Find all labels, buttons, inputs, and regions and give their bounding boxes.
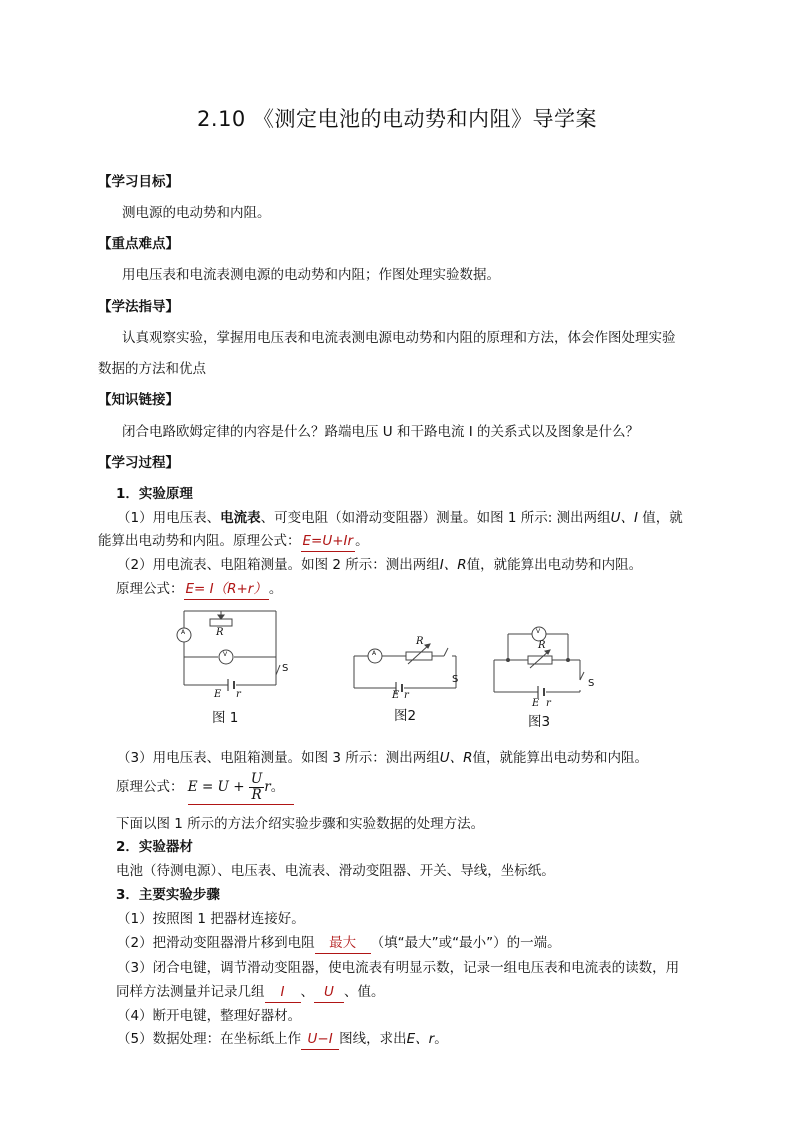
figure-2-caption: 图2 (394, 708, 417, 724)
principle-heading: 1．实验原理 (116, 486, 193, 502)
section-heading-method: 【学法指导】 (98, 299, 179, 315)
principle-p2-line2: 原理公式： E= I（R+r） 。 (116, 579, 282, 600)
method-text-line1: 认真观察实验，掌握用电压表和电流表测电源电动势和内阻的原理和方法，体会作图处理实验 (122, 330, 676, 346)
step-2: （2）把滑动变阻器滑片移到电阻 最大 （填“最大”或“最小”）的一端。 (117, 933, 561, 954)
principle-p1-line1: （1）用电压表、电流表、可变电阻（如滑动变阻器）测量。如图 1 所示: 测出两组U、I 值，就 (117, 510, 683, 526)
fig2-internal-label: r (404, 690, 409, 701)
figure-3-caption: 图3 (528, 714, 551, 730)
step-3-answer-2: U (314, 982, 344, 1003)
fig3-voltmeter-symbol: V (536, 628, 541, 635)
fig2-switch-label: S (452, 674, 459, 685)
principle-p3-line2: 原理公式： E = U + $\frac{U}{R}$ r。 (116, 770, 294, 805)
step-5-answer: U−I (301, 1029, 339, 1050)
fig2-resistor-label: R (416, 636, 424, 647)
fig3-internal-label: r (546, 698, 551, 709)
goal-text: 测电源的电动势和内阻。 (122, 205, 271, 221)
formula-p3-fraction: $\frac{U}{R}$ (250, 770, 263, 803)
fig3-switch-label: S (588, 678, 595, 689)
fig3-resistor-label: R (538, 640, 546, 651)
key-text: 用电压表和电流表测电源的电动势和内阻；作图处理实验数据。 (122, 267, 500, 283)
fig2-emf-label: E (392, 690, 400, 701)
equipment-heading: 2．实验器材 (116, 839, 193, 855)
principle-p1-line2: 能算出电动势和内阻。原理公式： E=U+Ir 。 (98, 531, 369, 552)
principle-p3-line1: （3）用电压表、电阻箱测量。如图 3 所示：测出两组U、R值，就能算出电动势和内阻。 (117, 750, 649, 766)
figure-2-circuit (348, 612, 468, 702)
steps-heading: 3．主要实验步骤 (116, 887, 220, 903)
step-5: （5）数据处理：在坐标纸上作 U−I 图线，求出E、r。 (117, 1029, 448, 1050)
link-text: 闭合电路欧姆定律的内容是什么？路端电压 U 和干路电流 I 的关系式以及图象是什么？ (122, 424, 640, 440)
step-3-line1: （3）闭合电键，调节滑动变阻器，使电流表有明显示数，记录一组电压表和电流表的读数，用 (117, 960, 680, 976)
section-heading-link: 【知识链接】 (98, 392, 179, 408)
method-text-line2: 数据的方法和优点 (98, 361, 206, 377)
fig1-ammeter-symbol: A (181, 629, 186, 636)
step-2-answer: 最大 (315, 933, 371, 954)
step-4: （4）断开电键，整理好器材。 (117, 1008, 302, 1024)
figure-1-caption: 图 1 (212, 710, 239, 726)
page-title: 2.10 《测定电池的电动势和内阻》导学案 (197, 107, 597, 131)
figure-3-circuit (488, 622, 608, 714)
principle-p2-line1: （2）用电流表、电阻箱测量。如图 2 所示：测出两组I、R值，就能算出电动势和内阻。 (117, 557, 643, 573)
fig3-emf-label: E (532, 698, 540, 709)
figure-1-circuit (172, 603, 292, 703)
section-heading-goal: 【学习目标】 (98, 174, 179, 190)
fig1-emf-label: E (214, 689, 222, 700)
step-3-answer-1: I (265, 982, 301, 1003)
fig1-resistor-label: R (216, 627, 224, 638)
fig1-switch-label: S (282, 663, 289, 674)
formula-p1: E=U+Ir (301, 531, 356, 552)
section-heading-key: 【重点难点】 (98, 236, 179, 252)
section-heading-process: 【学习过程】 (98, 455, 179, 471)
intro-next: 下面以图 1 所示的方法介绍实验步骤和实验数据的处理方法。 (116, 816, 485, 832)
formula-p3: E = U + $\frac{U}{R}$ r。 (188, 770, 294, 805)
equipment-text: 电池（待测电源）、电压表、电流表、滑动变阻器、开关、导线，坐标纸。 (116, 863, 555, 879)
step-3-line2: 同样方法测量并记录几组 I 、 U 、值。 (116, 982, 385, 1003)
step-1: （1）按照图 1 把器材连接好。 (117, 911, 305, 927)
fig1-internal-label: r (236, 689, 241, 700)
formula-p2: E= I（R+r） (184, 579, 269, 600)
fig1-voltmeter-symbol: V (223, 651, 228, 658)
fig2-ammeter-symbol: A (372, 650, 377, 657)
